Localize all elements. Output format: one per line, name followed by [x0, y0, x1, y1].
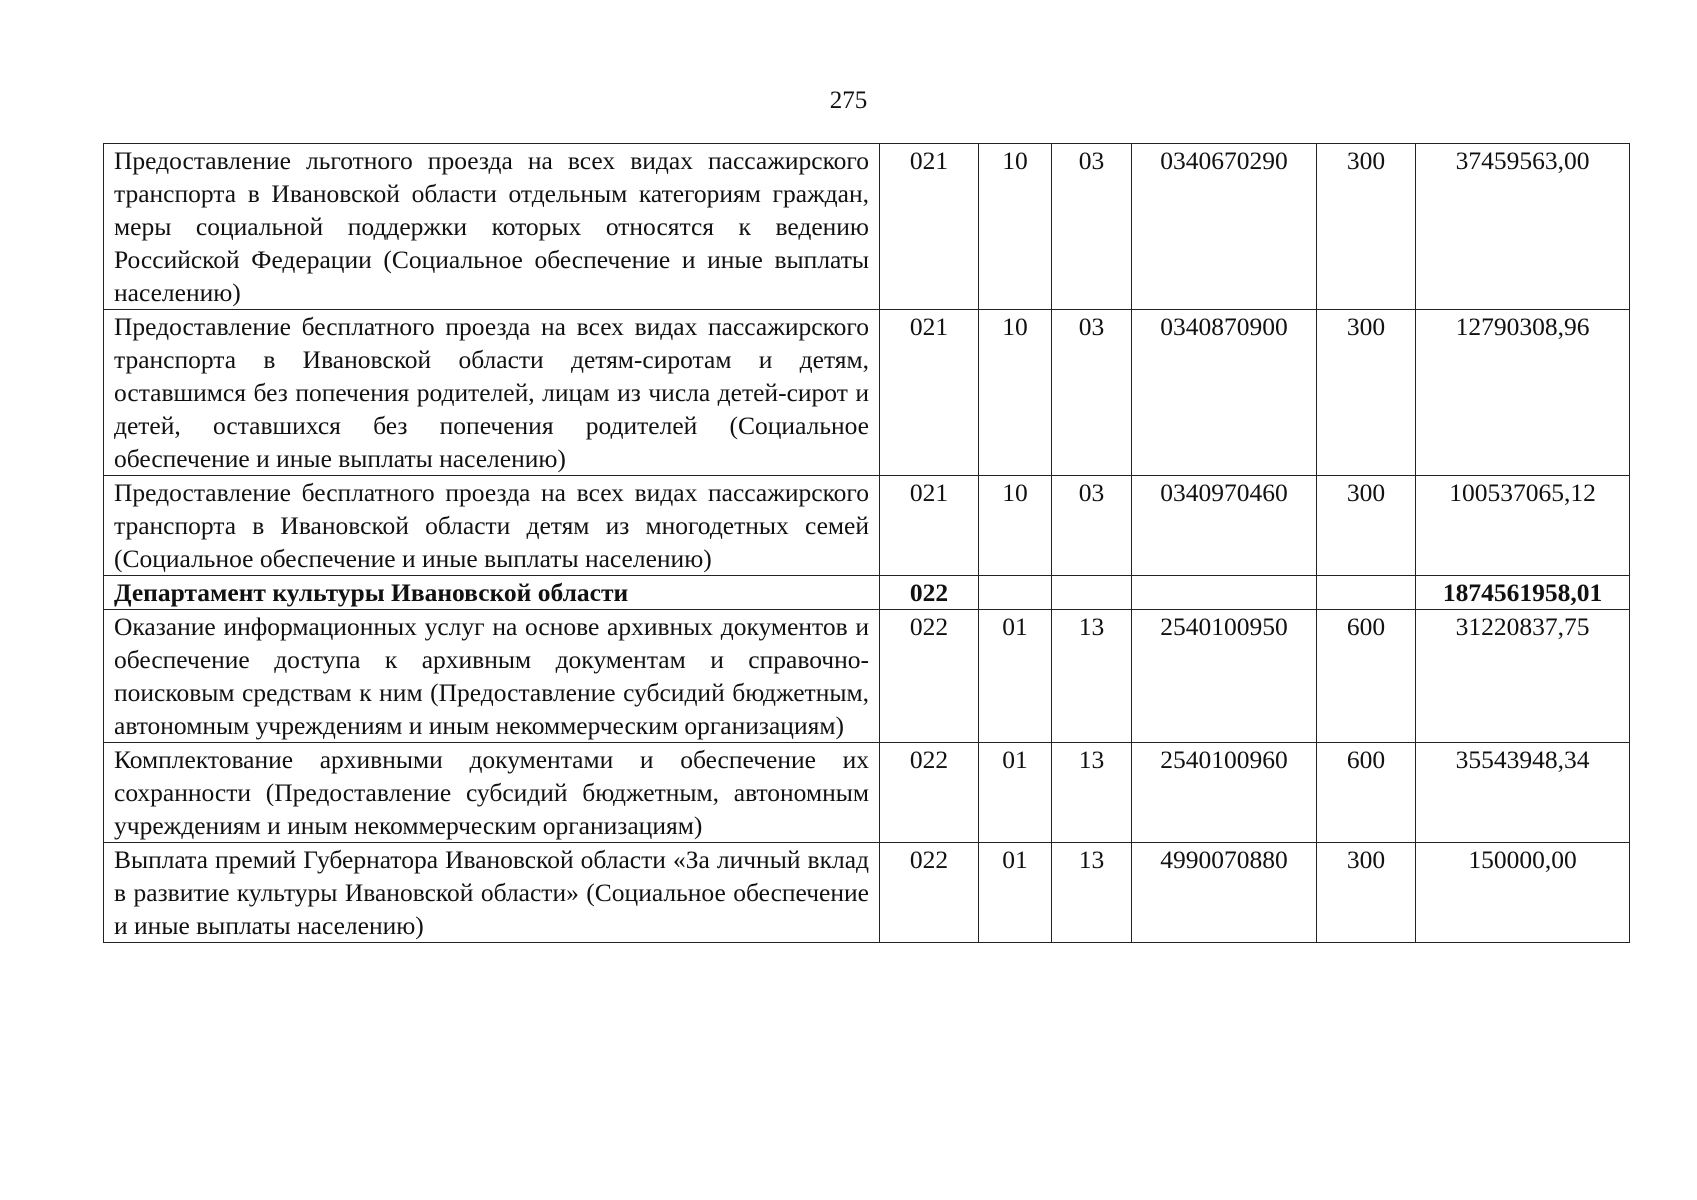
amount-cell: 35543948,34 — [1416, 743, 1630, 843]
amount-cell: 37459563,00 — [1416, 144, 1630, 310]
table-row — [104, 144, 1630, 310]
expense-type-cell: 600 — [1317, 610, 1416, 743]
table-row — [104, 843, 1630, 943]
subsection-cell: 03 — [1052, 476, 1132, 576]
expense-type-cell — [1317, 576, 1416, 610]
amount-cell: 1874561958,01 — [1416, 576, 1630, 610]
grbs-cell: 022 — [880, 610, 979, 743]
subsection-cell — [1052, 576, 1132, 610]
subsection-cell: 13 — [1052, 610, 1132, 743]
expense-type-cell: 300 — [1317, 843, 1416, 943]
section-cell: 10 — [979, 144, 1052, 310]
section-cell — [979, 576, 1052, 610]
grbs-cell: 021 — [880, 476, 979, 576]
table-row — [104, 610, 1630, 743]
subsection-cell: 03 — [1052, 310, 1132, 476]
section-cell: 01 — [979, 743, 1052, 843]
row-name-cell: Комплектование архивными документами и обеспечение их сохранности (Предоставление субсидий бюджетным, автономным учреждениям и иным некоммерческим организациям) — [104, 743, 880, 843]
section-cell: 01 — [979, 843, 1052, 943]
expense-type-cell: 300 — [1317, 310, 1416, 476]
amount-cell: 12790308,96 — [1416, 310, 1630, 476]
amount-cell: 100537065,12 — [1416, 476, 1630, 576]
grbs-cell: 022 — [880, 843, 979, 943]
target-item-cell: 0340970460 — [1132, 476, 1317, 576]
target-item-cell — [1132, 576, 1317, 610]
target-item-cell: 0340870900 — [1132, 310, 1317, 476]
expense-type-cell: 300 — [1317, 144, 1416, 310]
section-cell: 10 — [979, 476, 1052, 576]
row-name-cell: Предоставление бесплатного проезда на всех видах пассажирского транспорта в Ивановской области детям-сиротам и детям, оставшимся без попечения родителей, лицам из числа детей-сирот и детей, оставшихся без попечения родителей (Социальное обеспечение и иные выплаты населению) — [104, 310, 880, 476]
expense-type-cell: 300 — [1317, 476, 1416, 576]
subsection-cell: 13 — [1052, 743, 1132, 843]
target-item-cell: 2540100960 — [1132, 743, 1317, 843]
table-row — [104, 310, 1630, 476]
table-row — [104, 476, 1630, 576]
table-row — [104, 743, 1630, 843]
row-name-cell: Департамент культуры Ивановской области — [104, 576, 880, 610]
row-name-cell: Оказание информационных услуг на основе архивных документов и обеспечение доступа к архивным документам и справочно-поисковым средствам к ним (Предоставление субсидий бюджетным, автономным учреждениям и иным некоммерческим организациям) — [104, 610, 880, 743]
expense-type-cell: 600 — [1317, 743, 1416, 843]
grbs-cell: 022 — [880, 576, 979, 610]
grbs-cell: 021 — [880, 310, 979, 476]
section-cell: 10 — [979, 310, 1052, 476]
section-cell: 01 — [979, 610, 1052, 743]
budget-table — [103, 143, 1630, 943]
amount-cell: 31220837,75 — [1416, 610, 1630, 743]
page-number: 275 — [829, 87, 868, 114]
row-name-cell: Предоставление льготного проезда на всех видах пассажирского транспорта в Ивановской области отдельным категориям граждан, меры социальной поддержки которых относятся к ведению Российской Федерации (Социальное обеспечение и иные выплаты населению) — [104, 144, 880, 310]
grbs-cell: 021 — [880, 144, 979, 310]
grbs-cell: 022 — [880, 743, 979, 843]
row-name-cell: Выплата премий Губернатора Ивановской области «За личный вклад в развитие культуры Ивановской области» (Социальное обеспечение и иные выплаты населению) — [104, 843, 880, 943]
target-item-cell: 2540100950 — [1132, 610, 1317, 743]
subsection-cell: 03 — [1052, 144, 1132, 310]
amount-cell: 150000,00 — [1416, 843, 1630, 943]
row-name-cell: Предоставление бесплатного проезда на всех видах пассажирского транспорта в Ивановской области детям из многодетных семей (Социальное обеспечение и иные выплаты населению) — [104, 476, 880, 576]
subsection-cell: 13 — [1052, 843, 1132, 943]
target-item-cell: 4990070880 — [1132, 843, 1317, 943]
table-row-department — [104, 576, 1630, 610]
target-item-cell: 0340670290 — [1132, 144, 1317, 310]
